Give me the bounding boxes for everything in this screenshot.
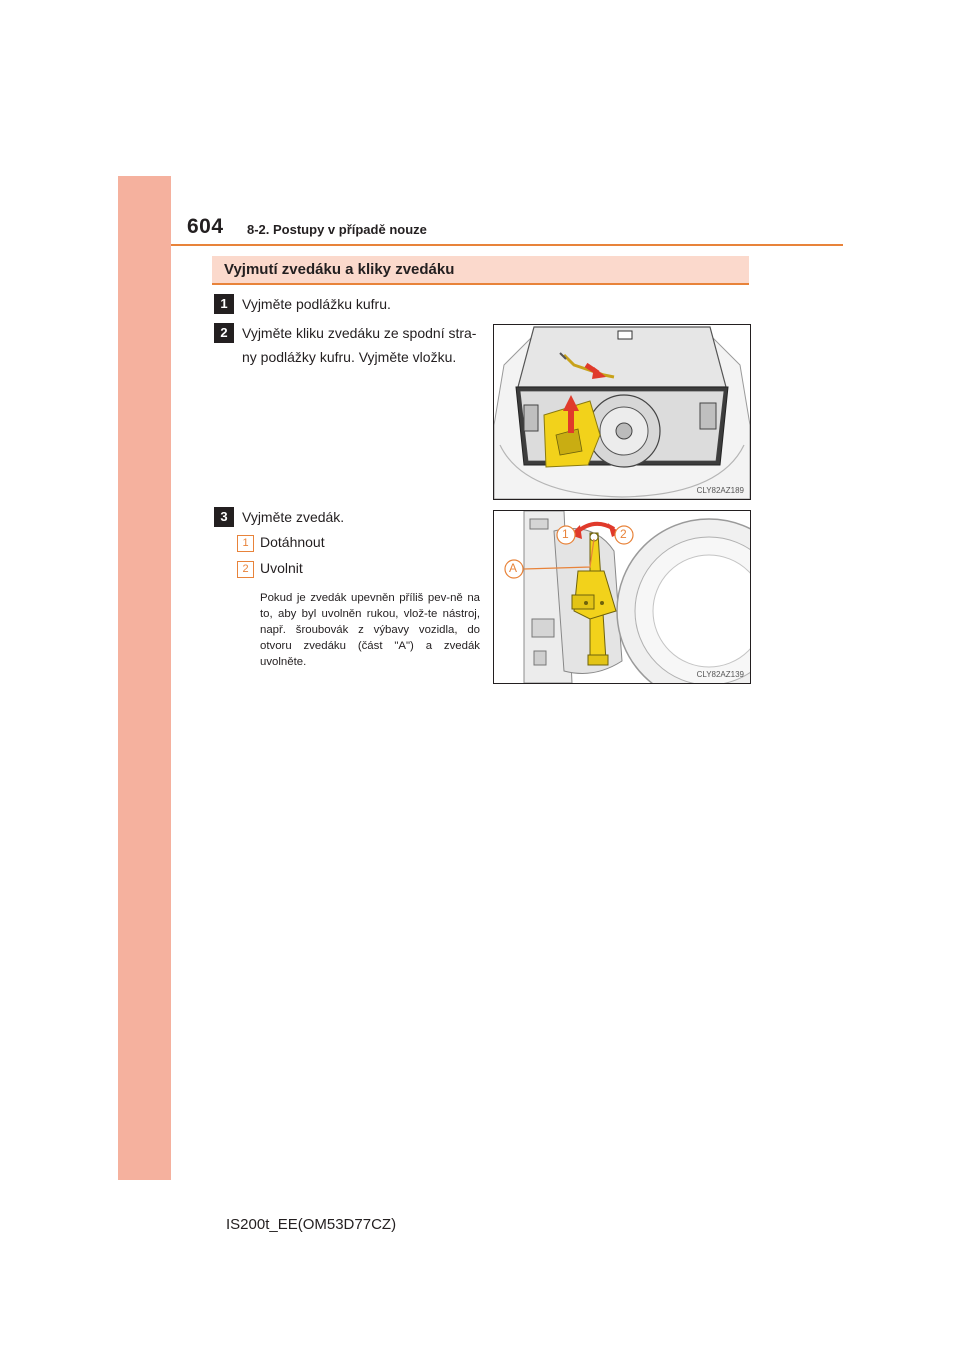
jack-figure-code: CLY82AZ139	[696, 670, 744, 679]
jack-figure	[493, 510, 751, 684]
trunk-figure	[493, 324, 751, 500]
jack-callout-2: 2	[620, 527, 627, 541]
section-header	[212, 256, 749, 285]
sub-item-2-number: 2	[237, 561, 254, 578]
trunk-illustration	[494, 325, 750, 499]
step-2-number: 2	[214, 323, 234, 343]
step-3-text: Vyjměte zvedák.	[242, 509, 345, 525]
header-rule	[171, 244, 843, 246]
page-number: 604	[187, 215, 224, 238]
section-title: Vyjmutí zvedáku a kliky zvedáku	[224, 261, 455, 278]
jack-callout-a: A	[509, 561, 518, 575]
step-3-number: 3	[214, 507, 234, 527]
step-2-text-line1: Vyjměte kliku zvedáku ze spodní stra-	[242, 325, 477, 341]
step-2-text-line2: ny podlážky kufru. Vyjměte vložku.	[242, 349, 457, 365]
side-tab	[118, 176, 171, 1180]
note-text: Pokud je zvedák upevněn příliš pev-ně na to, aby byl uvolněn rukou, vlož-te nástroj, např. šroubovák z výbavy vozidla, do otvoru zvedáku (část "A") a zvedák uvolněte.	[260, 592, 480, 668]
sub-item-1-label: Dotáhnout	[260, 534, 325, 550]
trunk-figure-code: CLY82AZ189	[696, 486, 744, 495]
footer-model-code: IS200t_EE(OM53D77CZ)	[226, 1216, 397, 1233]
step-1-number: 1	[214, 294, 234, 314]
sub-item-1-number: 1	[237, 535, 254, 552]
jack-callout-1: 1	[562, 527, 569, 541]
step-1-text: Vyjměte podlážku kufru.	[242, 296, 391, 312]
sub-item-2-label: Uvolnit	[260, 560, 303, 576]
chapter-title: 8-2. Postupy v případě nouze	[247, 222, 427, 237]
